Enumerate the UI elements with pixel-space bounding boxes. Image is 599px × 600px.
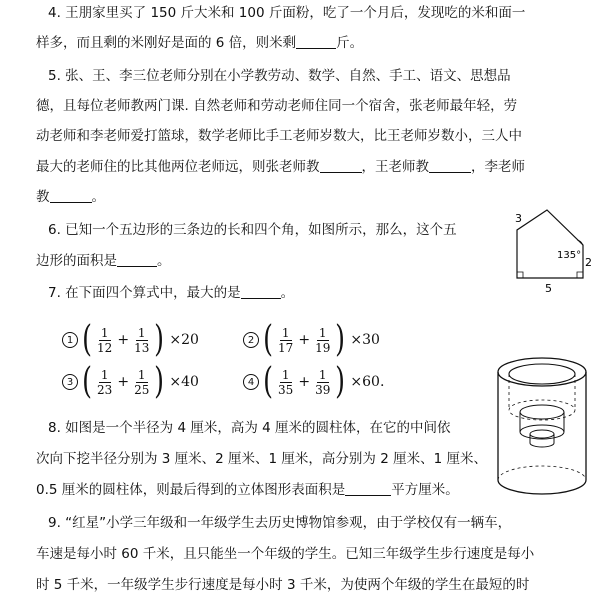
right-angle-mark-bottom-right — [577, 272, 583, 278]
formula-2: 2 ( $\frac{1}{17}$ + $\frac{1}{19}$ ) ×30 — [243, 322, 380, 358]
hole-2-bottom-ellipse — [520, 425, 564, 439]
problem-5-line-3: 动老师和李老师爱打篮球，数学老师比手工老师岁数大，比王老师岁数小，三人中 — [36, 128, 522, 144]
formula-4: 4 ( $\frac{1}{35}$ + $\frac{1}{39}$ ) ×60. — [243, 364, 384, 400]
answer-blank-5-li[interactable] — [50, 188, 92, 203]
outer-bottom-arc — [498, 480, 586, 494]
outer-top-ellipse — [498, 358, 586, 386]
problem-5-line-2: 德，且每位老师教两门课. 自然老师和劳动老师住同一个宿舍，张老师最年轻，劳 — [36, 98, 518, 114]
problem-9-line-2: 车速是每小时 60 千米，且只能坐一个年级的学生。已知三年级学生步行速度是每小 — [36, 546, 535, 562]
answer-blank-5-zhang[interactable] — [320, 158, 362, 173]
label-side-2: 2 — [585, 256, 592, 269]
answer-blank-7[interactable] — [241, 284, 281, 299]
answer-blank-8[interactable] — [345, 481, 391, 496]
hole-2-top-ellipse — [520, 405, 564, 419]
hole-3-top-ellipse — [530, 430, 554, 438]
label-angle-135: 135° — [557, 250, 582, 261]
problem-7-line-1: 7. 在下面四个算式中，最大的是 。 — [48, 285, 295, 301]
label-side-5: 5 — [545, 282, 552, 295]
answer-blank-4[interactable] — [296, 34, 336, 49]
angle-arc — [577, 240, 583, 247]
right-angle-mark-bottom-left — [517, 272, 523, 278]
problem-6-line-1: 6. 已知一个五边形的三条边的长和四个角，如图所示，那么，这个五 — [48, 222, 457, 238]
pentagon-shape — [517, 210, 583, 278]
hole-1-bottom-ellipse — [509, 400, 575, 420]
label-side-3: 3 — [515, 212, 522, 225]
answer-blank-6[interactable] — [117, 252, 157, 267]
pentagon-figure — [505, 200, 595, 295]
problem-4-line-1: 4. 王朋家里买了 150 斤大米和 100 斤面粉，吃了一个月后，发现吃的米和面一 — [48, 5, 526, 21]
formula-3: 3 ( $\frac{1}{23}$ + $\frac{1}{25}$ ) ×40 — [62, 364, 199, 400]
problem-8-line-2: 次向下挖半径分别为 3 厘米、2 厘米、1 厘米，高分别为 2 厘米、1 厘米、 — [36, 451, 487, 467]
outer-bottom-hidden-arc — [498, 466, 586, 480]
problem-5-line-1: 5. 张、王、李三位老师分别在小学教劳动、数学、自然、手工、语文、思想品 — [48, 68, 511, 84]
formula-1: 1 ( $\frac{1}{12}$ + $\frac{1}{13}$ ) ×20 — [62, 322, 199, 358]
hole-1-top-ellipse — [509, 364, 575, 384]
problem-8-line-3: 0.5 厘米的圆柱体，则最后得到的立体图形表面积是 平方厘米。 — [36, 482, 459, 498]
problem-6-line-2: 边形的面积是 。 — [36, 253, 171, 269]
cylinder-figure — [490, 352, 595, 502]
problem-9-line-3: 时 5 千米，一年级学生步行速度是每小时 3 千米，为使两个年级的学生在最短的时 — [36, 577, 530, 593]
answer-blank-5-wang[interactable] — [429, 158, 471, 173]
problem-4-line-2: 样多，而且剩的米刚好是面的 6 倍，则米剩 斤。 — [36, 35, 364, 51]
problem-5-line-4: 最大的老师住的比其他两位老师远，则张老师教 ，王老师教 ，李老师 — [36, 159, 525, 175]
problem-9-line-1: 9. “红星”小学三年级和一年级学生去历史博物馆参观，由于学校仅有一辆车， — [48, 515, 512, 531]
problem-8-line-1: 8. 如图是一个半径为 4 厘米，高为 4 厘米的圆柱体，在它的中间依 — [48, 420, 451, 436]
hole-3-bottom-arc — [530, 443, 554, 447]
problem-5-line-5: 教 。 — [36, 189, 105, 205]
